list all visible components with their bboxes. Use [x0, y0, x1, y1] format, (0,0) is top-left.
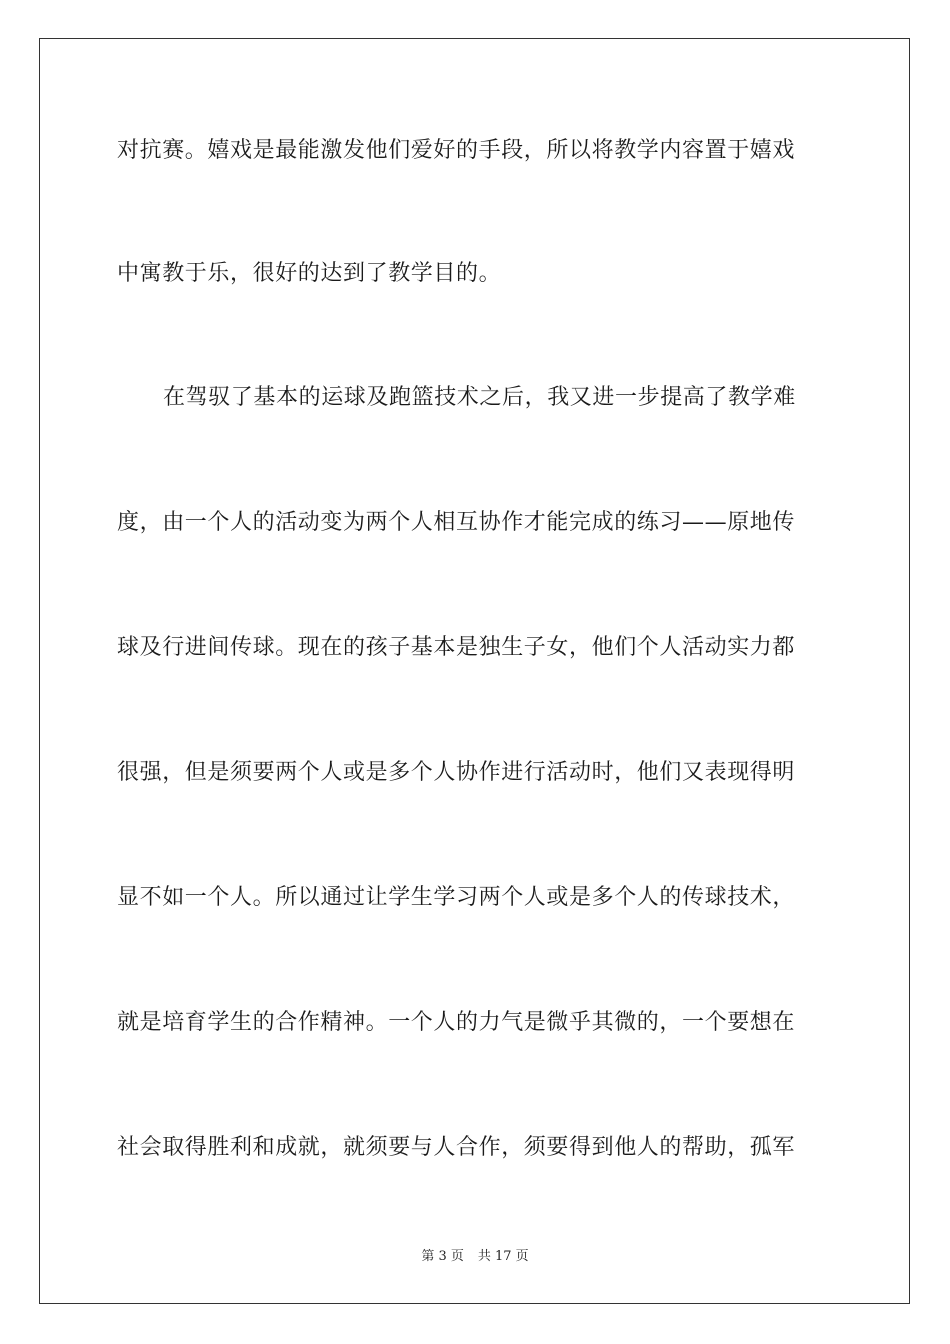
text-line: 球及行进间传球。现在的孩子基本是独生子女，他们个人活动实力都 — [117, 635, 796, 660]
text-line: 度，由一个人的活动变为两个人相互协作才能完成的练习——原地传 — [117, 510, 796, 535]
text-line: 对抗赛。嬉戏是最能激发他们爱好的手段，所以将教学内容置于嬉戏 — [117, 138, 796, 163]
text-line: 中寓教于乐，很好的达到了教学目的。 — [117, 261, 502, 286]
text-line-indented: 在驾驭了基本的运球及跑篮技术之后，我又进一步提高了教学难 — [163, 385, 796, 410]
total-pages: 共 17 页 — [477, 1249, 529, 1264]
page-footer — [0, 1248, 950, 1266]
text-line: 就是培育学生的合作精神。一个人的力气是微乎其微的，一个要想在 — [117, 1010, 796, 1035]
text-line: 社会取得胜利和成就，就须要与人合作，须要得到他人的帮助，孤军 — [117, 1135, 796, 1160]
text-line: 显不如一个人。所以通过让学生学习两个人或是多个人的传球技术， — [117, 885, 796, 910]
page-border — [39, 38, 910, 1304]
page-number: 第 3 页 — [421, 1249, 464, 1264]
text-line: 很强，但是须要两个人或是多个人协作进行活动时，他们又表现得明 — [117, 760, 796, 785]
